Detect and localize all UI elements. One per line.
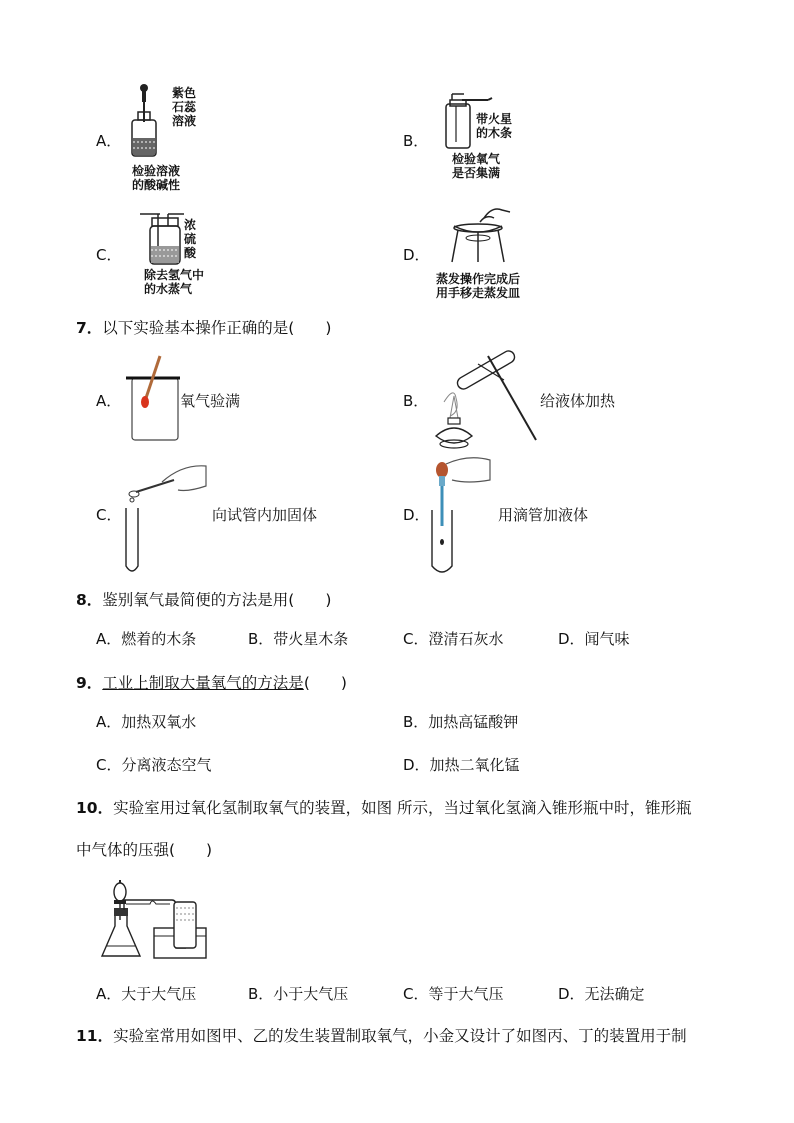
q7-a-oxygen-test-illustration [124,354,184,444]
q9-text-rest: ( ) [303,674,347,692]
q6-c-side-label-1: 浓 [184,218,197,232]
q8-option-a: A．燃着的木条 [96,630,197,648]
q9-option-a: A．加热双氧水 [96,713,197,731]
q11-text: 实验室常用如图甲、乙的发生装置制取氧气，小金又设计了如图丙、丁的装置用于制 [113,1027,687,1045]
q6-a-side-label-1: 紫色 [172,86,197,100]
q9-option-b: B．加热高锰酸钾 [403,713,519,731]
q6-a-side-label-2: 石蕊 [172,100,197,114]
q11-number: 11． [76,1027,114,1045]
q10-text-line-1: 实验室用过氧化氢制取氧气的装置，如图 所示，当过氧化氢滴入锥形瓶中时，锥形瓶 [113,799,692,817]
q10-option-b: B．小于大气压 [248,985,349,1003]
q6-c-side-label-2: 硫 [184,232,197,246]
q10-option-c: C．等于大气压 [403,985,504,1003]
q6-d-caption-2: 用手移走蒸发皿 [436,286,521,300]
q8-text: 鉴别氧气最简便的方法是用( ) [102,591,332,609]
q10-option-a: A．大于大气压 [96,985,197,1003]
q6-b-caption-2: 是否集满 [452,166,501,180]
q9-option-d: D．加热二氧化锰 [403,756,520,774]
q7-title [76,316,331,338]
q6-b-side-label-1: 带火星 [476,112,513,126]
q6-option-d-letter: D． [403,246,430,264]
q6-c-side-label-3: 酸 [184,246,197,260]
q6-option-b-letter: B． [403,132,429,150]
q7-option-a-label: 氧气验满 [180,392,241,410]
q7-option-b-letter: B． [403,392,429,410]
q10-text-line-2: 中气体的压强( ) [76,841,213,859]
q7-option-d-letter: D． [403,506,430,524]
q8-title [76,588,331,610]
q9-number: 9． [76,674,103,692]
q7-b-liquid-heating-illustration [424,346,544,456]
q10-number: 10． [76,799,114,817]
q6-option-c-letter: C． [96,246,122,264]
q10-apparatus-illustration [100,880,210,962]
q8-number: 8． [76,591,103,609]
q6-a-caption-2: 的酸碱性 [132,178,181,192]
q7-number: 7． [76,319,103,337]
q7-c-solid-adding-illustration [122,458,212,578]
q7-option-a-letter: A． [96,392,122,410]
q6-b-side-label-2: 的木条 [476,126,513,140]
q7-d-dropper-illustration [428,454,498,578]
q7-option-c-label: 向试管内加固体 [212,506,318,524]
q7-option-c-letter: C． [96,506,122,524]
q6-d-evaporating-dish-illustration [448,204,518,270]
q10-line-1 [76,796,692,818]
q9-title [76,671,347,693]
q6-b-caption-1: 检验氧气 [452,152,501,166]
q7-option-b-label: 给液体加热 [540,392,616,410]
q6-option-a-letter: A． [96,132,122,150]
q8-option-d: D．闻气味 [558,630,630,648]
q11-title [76,1024,687,1046]
q6-a-caption-1: 检验溶液 [132,164,181,178]
q6-c-caption-1: 除去氢气中 [144,268,205,282]
q7-option-d-label: 用滴管加液体 [498,506,589,524]
q6-a-side-label-3: 溶液 [172,114,197,128]
q6-c-caption-2: 的水蒸气 [144,282,193,296]
q7-text: 以下实验基本操作正确的是( ) [102,319,332,337]
q8-option-c: C．澄清石灰水 [403,630,504,648]
q10-option-d: D．无法确定 [558,985,645,1003]
q6-d-caption-1: 蒸发操作完成后 [436,272,521,286]
q9-text-underlined: 工业上制取大量氧气的方法是 [102,674,304,692]
q9-option-c: C．分离液态空气 [96,756,212,774]
q8-option-b: B．带火星木条 [248,630,349,648]
